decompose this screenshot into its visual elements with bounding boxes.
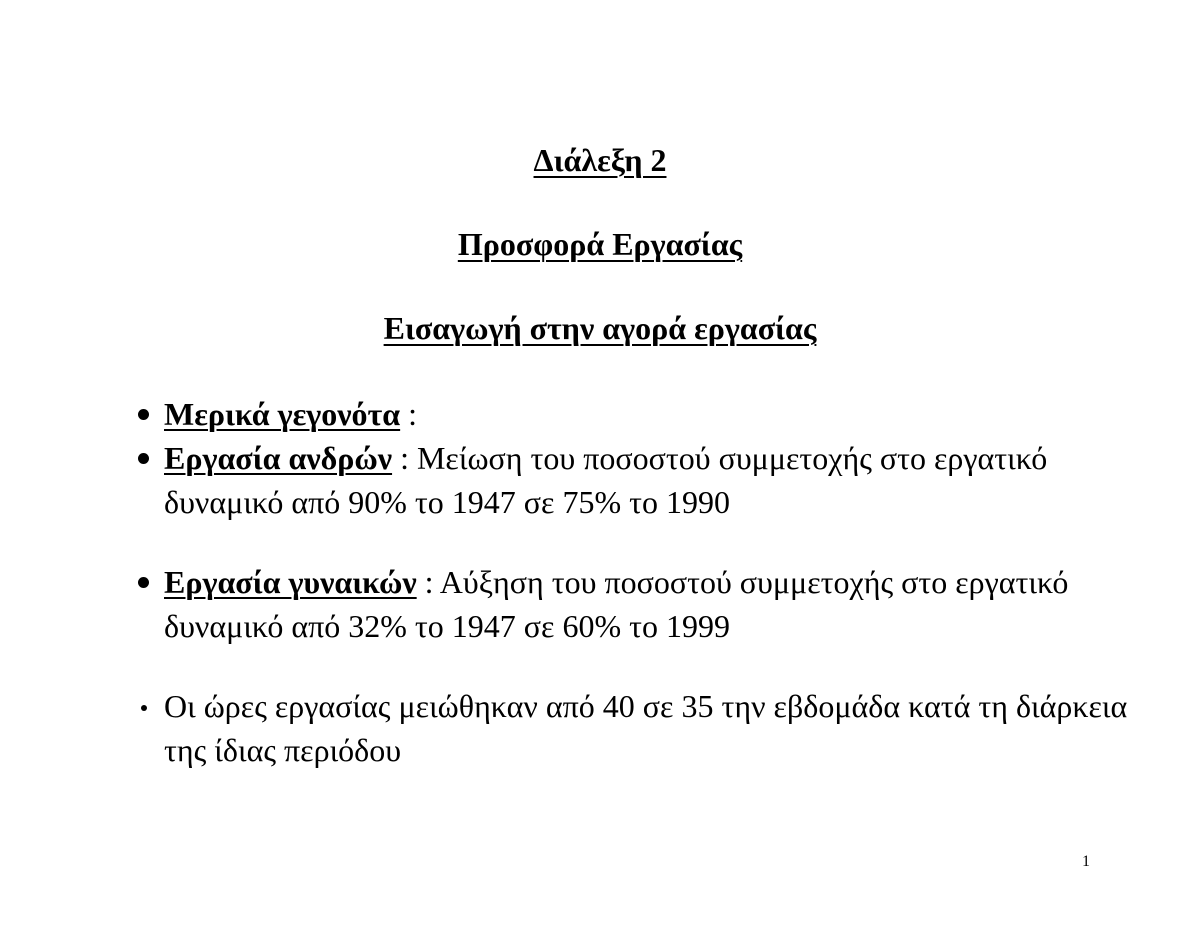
bullet-separator: :: [416, 564, 440, 600]
lecture-title: Διάλεξη 2: [533, 142, 667, 178]
bullet-dot-icon: [138, 577, 149, 588]
page-number: 1: [1082, 853, 1090, 870]
bullet-list: [134, 392, 1144, 772]
bullet-key: Εργασία ανδρών: [164, 440, 393, 476]
bullet-key: Εργασία γυναικών: [164, 564, 417, 600]
bullet-dot-icon: [138, 409, 149, 420]
bullet-text: Μείωση του ποσοστού συμμετοχής στο εργατικό δυναμικό από 90% το 1947 σε 75% το 1990: [164, 440, 1048, 520]
bullet-working-hours: [134, 684, 1144, 772]
bullet-separator: :: [400, 396, 418, 432]
bullet-key: Μερικά γεγονότα: [164, 396, 401, 432]
bullet-text: Αύξηση του ποσοστού συμμετοχής στο εργατικό δυναμικό από 32% το 1947 σε 60% το 1999: [164, 564, 1069, 644]
bullet-separator: :: [392, 440, 417, 476]
bullet-men-labor: [134, 436, 1144, 524]
bullet-facts: [134, 392, 1144, 436]
bullet-women-labor: [134, 560, 1144, 648]
lecture-subtitle: Προσφορά Εργασίας: [457, 226, 743, 262]
section-heading: Εισαγωγή στην αγορά εργασίας: [383, 310, 817, 346]
bullet-text: Οι ώρες εργασίας μειώθηκαν από 40 σε 35 την εβδομάδα κατά τη διάρκεια της ίδιας περιόδου: [164, 688, 1128, 768]
bullet-dot-icon: [141, 705, 147, 711]
bullet-dot-icon: [138, 453, 149, 464]
